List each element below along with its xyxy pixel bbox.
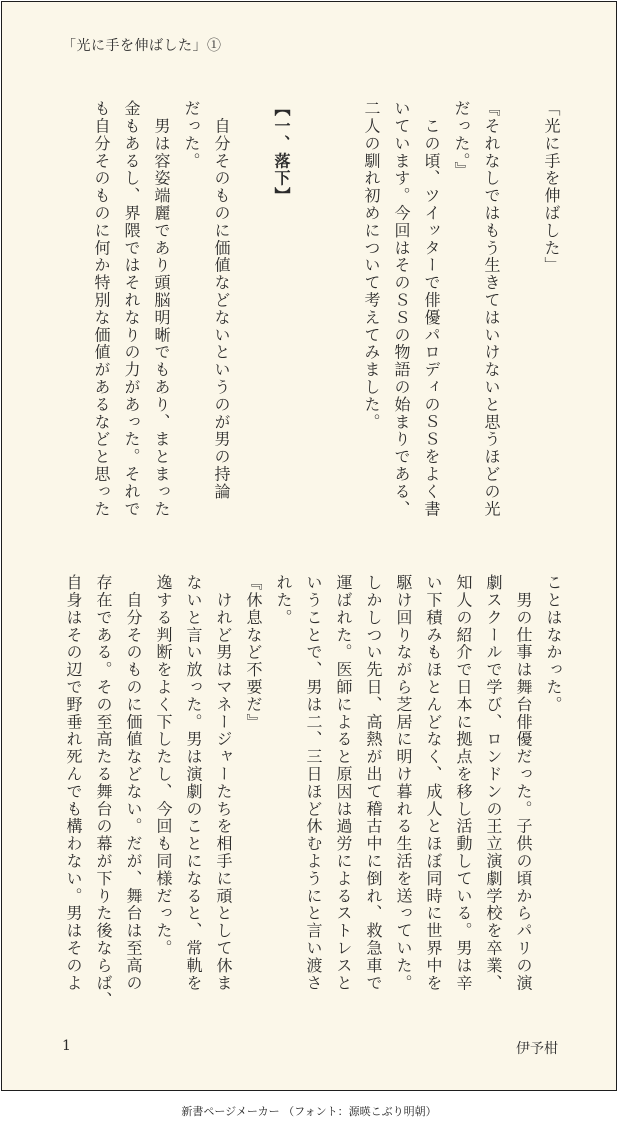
text-line: ないと言い放った。男は演劇のことになると、常軌を bbox=[184, 574, 203, 992]
text-line: この頃、ツイッターで俳優パロディのＳＳをよく書 bbox=[422, 100, 441, 518]
text-line: も自分そのものに何か特別な価値があるなどと思った bbox=[92, 100, 111, 518]
text-line: いています。今回はそのＳＳの物語の始まりである、 bbox=[392, 100, 411, 518]
text-line bbox=[506, 100, 536, 548]
author-name: 伊予柑 bbox=[516, 1041, 558, 1057]
text-line: 劇スクールで学び、ロンドンの王立演劇学校を卒業、 bbox=[484, 574, 503, 992]
text-line: だった。 bbox=[182, 100, 201, 170]
text-line: 駆け回りながら芝居に明け暮れる生活を送っていた。 bbox=[394, 574, 413, 992]
text-line: れた。 bbox=[274, 574, 293, 627]
text-line bbox=[236, 100, 266, 548]
page-number: 1 bbox=[62, 1038, 71, 1054]
text-line: 自身はその辺で野垂れ死んでも構わない。男はそのよ bbox=[64, 574, 83, 992]
novel-page bbox=[1, 1, 617, 1091]
text-line: 男は容姿端麗であり頭脳明晰でもあり、まとまった bbox=[152, 100, 171, 518]
text-line: 自分そのものに価値などないというのが男の持論 bbox=[212, 100, 231, 501]
text-line: 存在である。その至高たる舞台の幕が下りた後ならば、 bbox=[94, 574, 113, 1009]
text-line: ことはなかった。 bbox=[544, 574, 563, 714]
text-line: 逸する判断をよく下したし、今回も同様だった。 bbox=[154, 574, 173, 957]
text-line: 知人の紹介で日本に拠点を移し活動している。男は辛 bbox=[454, 574, 473, 992]
text-line: 二人の馴れ初めについて考えてみました。 bbox=[362, 100, 381, 431]
text-line: い下積みもほとんどなく、成人とほぼ同時に世界中を bbox=[424, 574, 443, 992]
text-line bbox=[296, 100, 326, 548]
page-header-title: 「光に手を伸ばした」① bbox=[62, 38, 222, 54]
text-line: 男の仕事は舞台俳優だった。子供の頃からパリの演 bbox=[514, 574, 533, 992]
text-line: 自分そのものに価値などない。だが、舞台は至高の bbox=[124, 574, 143, 992]
chapter-heading: 【一、落下】 bbox=[272, 100, 291, 205]
upper-text-column bbox=[90, 100, 566, 548]
text-line bbox=[326, 100, 356, 548]
text-line: だった。』 bbox=[452, 100, 471, 179]
text-line: 『休息など不要だ』 bbox=[244, 574, 263, 731]
text-line: 「光に手を伸ばした」 bbox=[542, 100, 561, 274]
text-line: けれど男はマネージャーたちを相手に頑として休ま bbox=[214, 574, 233, 992]
text-line: いうことで、男は二、三日ほど休むようにと言い渡さ bbox=[304, 574, 323, 992]
text-line: 金もあるし、界隈ではそれなりの力があった。それで bbox=[122, 100, 141, 518]
text-line: 運ばれた。医師によると原因は過労によるストレスと bbox=[334, 574, 353, 992]
text-line: しかしつい先日、高熱が出て稽古中に倒れ、救急車で bbox=[364, 574, 383, 992]
maker-credit: 新書ページメーカー （フォント：源暎こぶり明朝） bbox=[181, 1105, 437, 1118]
text-line: 『それなしではもう生きてはいけないと思うほどの光 bbox=[482, 100, 501, 518]
lower-text-column bbox=[8, 574, 568, 1022]
